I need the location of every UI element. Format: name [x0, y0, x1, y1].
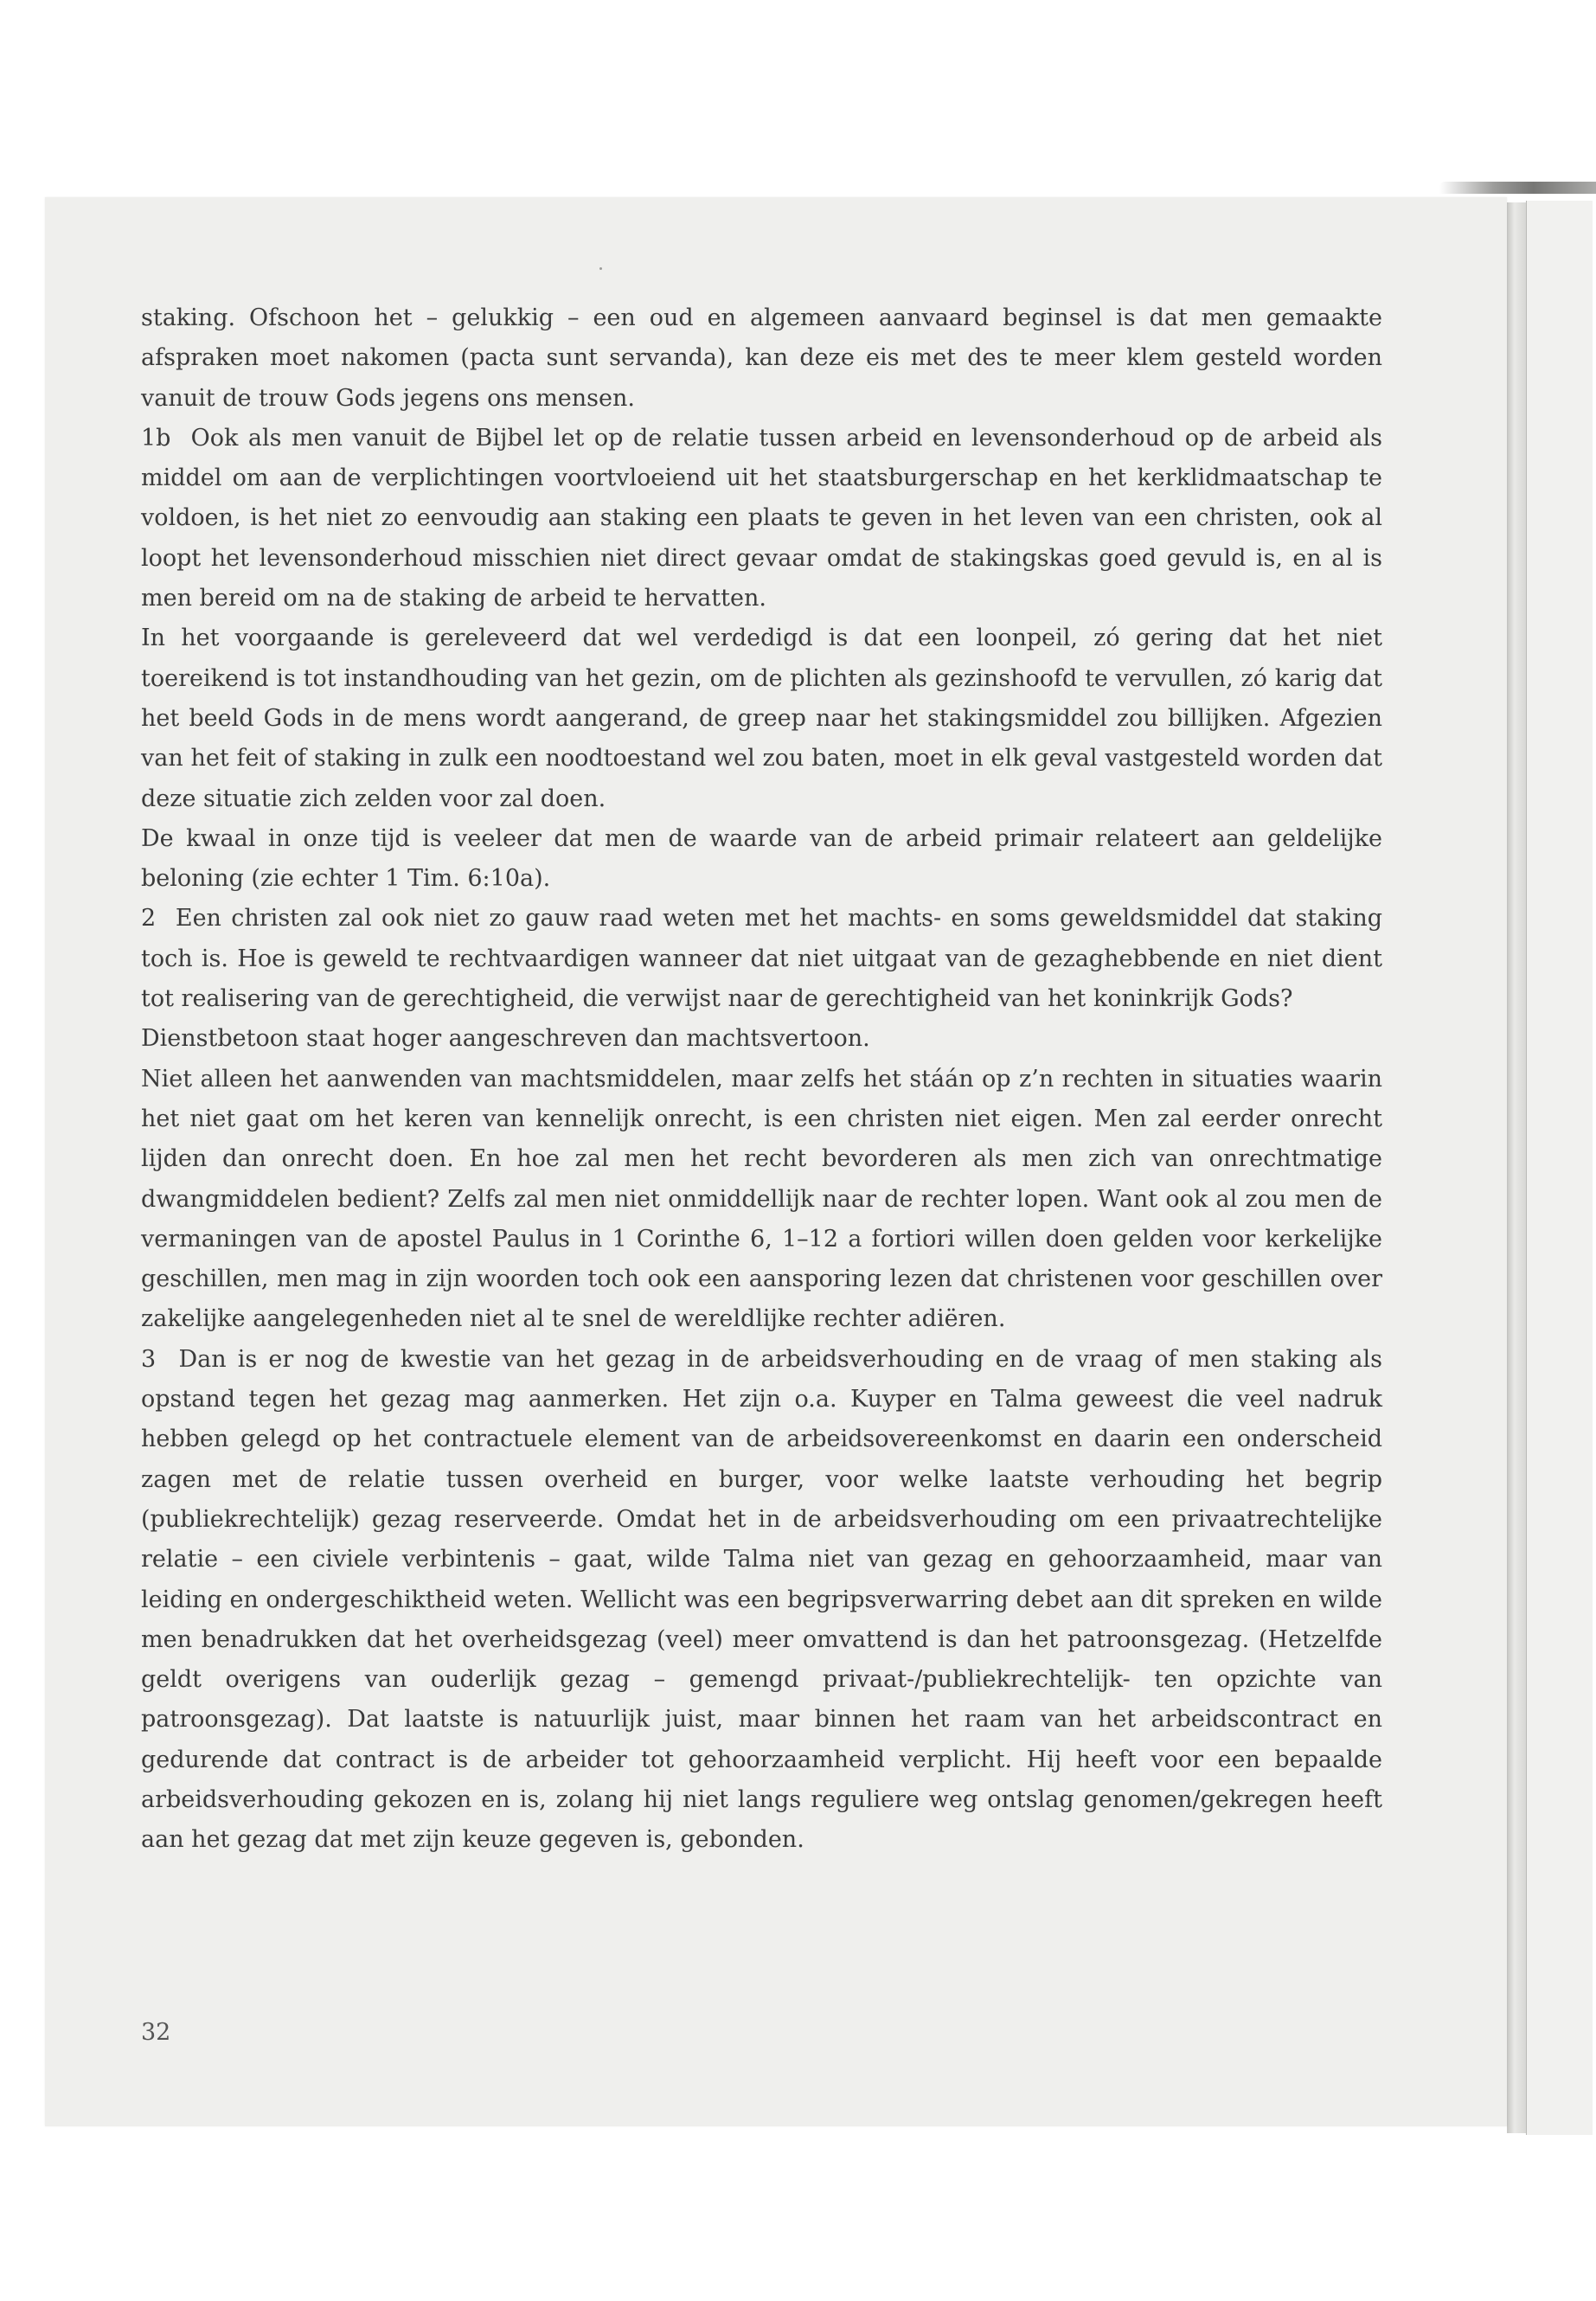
- book-binding-edge: [1439, 182, 1596, 194]
- paragraph: [141, 819, 1382, 900]
- adjacent-page-edge: [1526, 201, 1593, 2135]
- paragraph: [141, 619, 1382, 818]
- paragraph-text: staking. Ofschoon het – gelukkig – een oud en algemeen aanvaard beginsel is dat men gemaakte afspraken moet nakomen (pacta sunt servanda), kan deze eis met des te meer klem gesteld worden vanuit de trouw Gods jegens ons mensen.: [141, 304, 1382, 412]
- paragraph-text: Dienstbetoon staat hoger aangeschreven dan machtsvertoon.: [141, 1025, 870, 1053]
- paragraph: [141, 1340, 1382, 1861]
- section-marker: 1b: [141, 424, 171, 452]
- paragraph: [141, 899, 1382, 1019]
- paragraph: [141, 419, 1382, 619]
- paragraph-text: Niet alleen het aanwenden van machtsmiddelen, maar zelfs het stáán op z’n rechten in situaties waarin het niet gaat om het keren van kennelijk onrecht, is een christen niet eigen. Men zal eerder onrecht lijden dan onrecht doen. En hoe zal men het recht bevorderen als men zich van onrechtmatige dwangmiddelen bedient? Zelfs zal men niet onmiddellijk naar de rechter lopen. Want ook al zou men de vermaningen van de apostel Paulus in 1 Corinthe 6, 1–12 a fortiori willen doen gelden voor kerkelijke geschillen, men mag in zijn woorden toch ook een aansporing lezen dat christenen voor geschillen over zakelijke aangelegenheden niet al te snel de wereldlijke rechter adiëren.: [141, 1065, 1382, 1333]
- page-body-text: [141, 298, 1382, 1861]
- page-number: 32: [141, 2019, 171, 2046]
- page-stack-edge: [1507, 202, 1526, 2133]
- paragraph: [141, 1019, 1382, 1059]
- section-marker: 2: [141, 905, 157, 933]
- paragraph-text: Dan is er nog de kwestie van het gezag in de arbeidsverhouding en de vraag of men staking als opstand tegen het gezag mag aanmerken. Het zijn o.a. Kuyper en Talma geweest die veel nadruk hebben gelegd op het contractuele element van de arbeidsovereenkomst en daarin een onderscheid zagen met de relatie tussen overheid en burger, voor welke laatste verhouding het begrip (publiekrechtelijk) gezag reserveerde. Omdat het in de arbeidsverhouding om een privaatrechtelijke relatie – een civiele verbintenis – gaat, wilde Talma niet van gezag en gehoorzaamheid, maar van leiding en ondergeschiktheid weten. Wellicht was een begripsverwarring debet aan dit spreken en wilde men benadrukken dat het overheidsgezag (veel) meer omvattend is dan het patroonsgezag. (Hetzelfde geldt overigens van ouderlijk gezag – gemengd privaat-/publiekrechtelijk- ten opzichte van patroonsgezag). Dat laatste is natuurlijk juist, maar binnen het raam van het arbeidscontract en gedurende dat contract is de arbeider tot gehoorzaamheid verplicht. Hij heeft voor een bepaalde arbeidsverhouding gekozen en is, zolang hij niet langs reguliere weg ontslag genomen/gekregen heeft aan het gezag dat met zijn keuze gegeven is, gebonden.: [141, 1345, 1383, 1854]
- paragraph: [141, 298, 1382, 419]
- paper-speck: [599, 267, 602, 270]
- section-marker: 3: [141, 1345, 157, 1373]
- paragraph-text: Een christen zal ook niet zo gauw raad weten met het machts- en soms geweldsmiddel dat staking toch is. Hoe is geweld te rechtvaardigen wanneer dat niet uitgaat van de gezaghebbende en niet dient tot realisering van de gerechtigheid, die verwijst naar de gerechtigheid van het koninkrijk Gods?: [141, 905, 1382, 1013]
- paragraph-text: In het voorgaande is gereleveerd dat wel verdedigd is dat een loonpeil, zó gering dat het niet toereikend is tot instandhouding van het gezin, om de plichten als gezinshoofd te vervullen, zó karig dat het beeld Gods in de mens wordt aangerand, de greep naar het stakingsmiddel zou billijken. Afgezien van het feit of staking in zulk een noodtoestand wel zou baten, moet in elk geval vastgesteld worden dat deze situatie zich zelden voor zal doen.: [141, 625, 1382, 812]
- paragraph-text: Ook als men vanuit de Bijbel let op de relatie tussen arbeid en levensonderhoud op de arbeid als middel om aan de verplichtingen voortvloeiend uit het staatsburgerschap en het kerklidmaatschap te voldoen, is het niet zo eenvoudig aan staking een plaats te geven in het leven van een christen, ook al loopt het levensonderhoud misschien niet direct gevaar omdat de stakingskas goed gevuld is, en al is men bereid om na de staking de arbeid te hervatten.: [141, 424, 1382, 612]
- paragraph-text: De kwaal in onze tijd is veeleer dat men de waarde van de arbeid primair relateert aan geldelijke beloning (zie echter 1 Tim. 6:10a).: [141, 824, 1382, 893]
- paragraph: [141, 1060, 1382, 1340]
